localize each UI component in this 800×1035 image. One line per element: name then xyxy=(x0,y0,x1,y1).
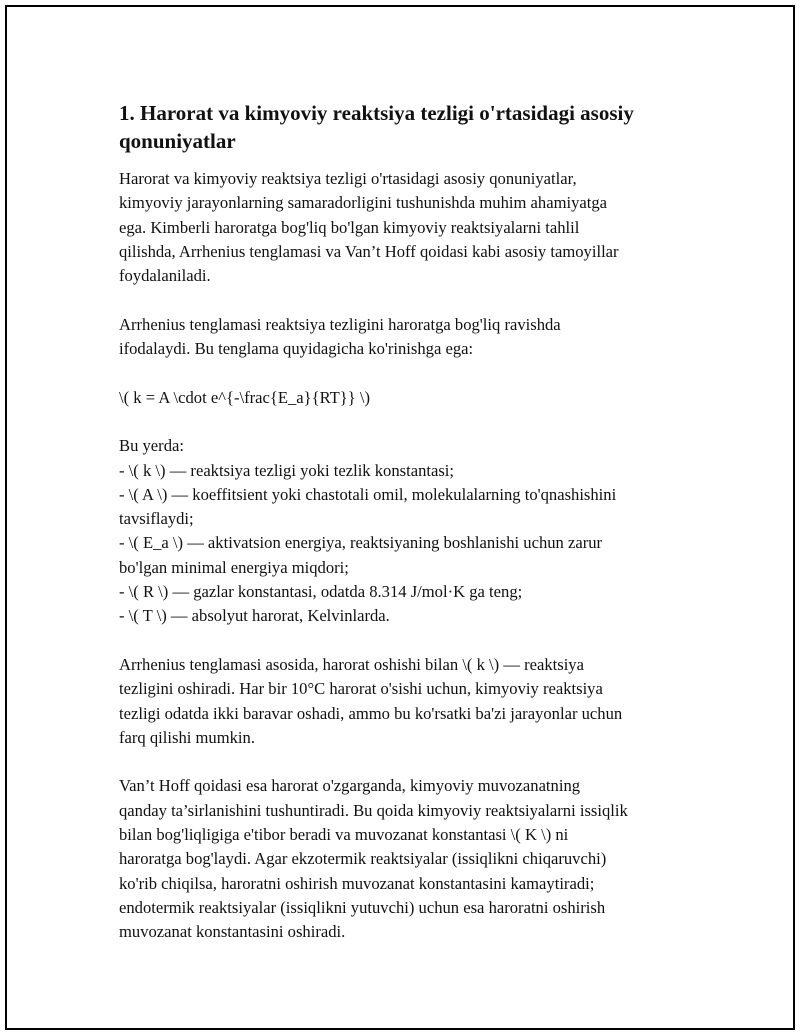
arrhenius-intro-paragraph: Arrhenius tenglamasi reaktsiya tezligini haroratga bog'liq ravishda ifodalaydi. Bu tenglama quyidagicha ko'rinishga ega: xyxy=(119,314,561,359)
page-frame xyxy=(5,5,795,1030)
arrhenius-formula: \( k = A \cdot e^{-\frac{E_a}{RT}} \) xyxy=(119,387,371,407)
intro-paragraph: Harorat va kimyoviy reaktsiya tezligi o'rtasidagi asosiy qonuniyatlar, kimyoviy jarayonlarning samaradorligini tushunishda muhim ahamiyatga ega. Kimberli haroratga bog'liq bo'lgan kimyoviy reaktsiyalarni tahlil qilishda, Arrhenius tenglamasi va Van’t Hoff qoidasi kabi asosiy tamoyillar foydalaniladi. xyxy=(119,169,619,286)
variable-definitions: Bu yerda: - \( k \) — reaktsiya tezligi yoki tezlik konstantasi; - \( A \) — koeffitsient yoki chastotali omil, molekulalarning to'qnashishini tavsiflaydi; - \( E_a \) — aktivatsion energiya, reaktsiyaning boshlanishi uchun zarur bo'lgan minimal energiya miqdori; - \( R \) — gazlar konstantasi, odatda 8.314 J/mol·K ga teng; - \( T \) — absolyut harorat, Kelvinlarda. xyxy=(119,436,617,626)
document-body xyxy=(119,99,699,969)
vant-hoff-paragraph: Van’t Hoff qoidasi esa harorat o'zgarganda, kimyoviy muvozanatning qanday ta’sirlanishini tushuntiradi. Bu qoida kimyoviy reaktsiyalarni issiqlik bilan bog'liqligiga e'tibor beradi va muvozanat konstantasi \( K \) ni haroratga bog'laydi. Agar ekzotermik reaktsiyalar (issiqlikni chiqaruvchi) ko'rib chiqilsa, haroratni oshirish muvozanat konstantasini kamaytiradi; endotermik reaktsiyalar (issiqlikni yutuvchi) uchun esa haroratni oshirish muvozanat konstantasini oshiradi. xyxy=(119,776,628,942)
arrhenius-effect-paragraph: Arrhenius tenglamasi asosida, harorat oshishi bilan \( k \) — reaktsiya tezligini oshiradi. Har bir 10°C harorat o'sishi uchun, kimyoviy reaktsiya tezligi odatda ikki baravar oshadi, ammo bu ko'rsatki ba'zi jarayonlar uchun farq qilishi mumkin. xyxy=(119,654,623,747)
section-heading: 1. Harorat va kimyoviy reaktsiya tezligi o'rtasidagi asosiy qonuniyatlar xyxy=(119,101,634,153)
